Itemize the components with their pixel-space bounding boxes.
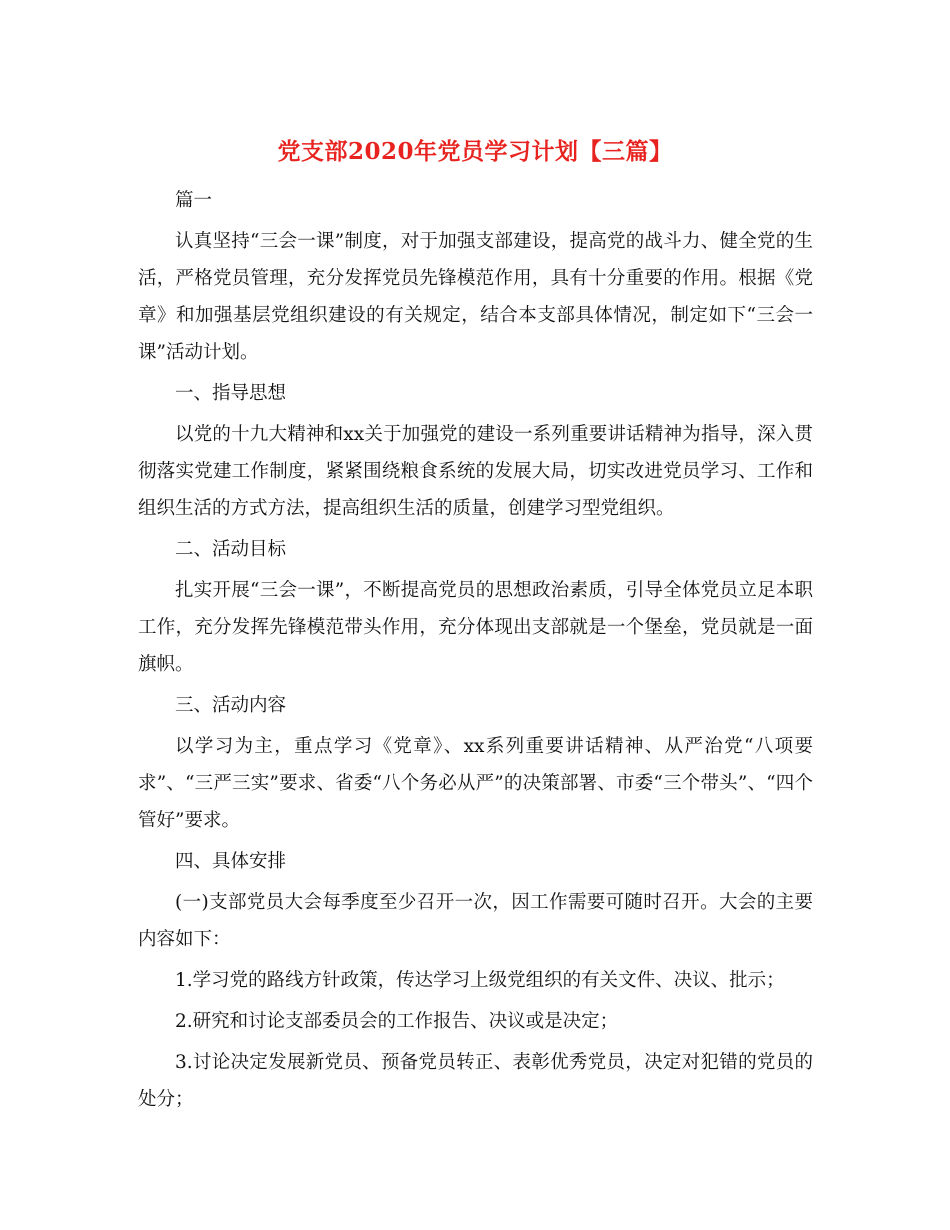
intro-paragraph: 认真坚持“三会一课”制度，对于加强支部建设，提高党的战斗力、健全党的生活，严格党员管理，充分发挥党员先锋模范作用，具有十分重要的作用。根据《党章》和加强基层党组织建设的有关规定，结合本支部具体情况，制定如下“三会一课”活动计划。 [138, 231, 813, 363]
document-body [138, 182, 813, 1118]
heading-activity-content: 三、活动内容 [175, 695, 287, 716]
arrangement-paragraph: (一)支部党员大会每季度至少召开一次，因工作需要可随时召开。大会的主要内容如下： [138, 892, 813, 950]
list-item: 2.研究和讨论支部委员会的工作报告、决议或是决定； [175, 1011, 619, 1032]
heading-specific-arrangements: 四、具体安排 [175, 851, 287, 872]
guiding-ideology-paragraph: 以党的十九大精神和xx关于加强党的建设一系列重要讲话精神为指导，深入贯彻落实党建工作制度，紧紧围绕粮食系统的发展大局，切实改进党员学习、工作和组织生活的方式方法，提高组织生活的质量，创建学习型党组织。 [138, 424, 813, 519]
document-title: 党支部2020年党员学习计划【三篇】 [277, 138, 673, 165]
list-item: 3.讨论决定发展新党员、预备党员转正、表彰优秀党员，决定对犯错的党员的处分； [138, 1052, 813, 1110]
heading-guiding-ideology: 一、指导思想 [175, 383, 287, 404]
activity-content-paragraph: 以学习为主，重点学习《党章》、xx系列重要讲话精神、从严治党“八项要求”、“三严三实”要求、省委“八个务必从严”的决策部署、市委“三个带头”、“四个管好”要求。 [138, 736, 813, 831]
section-label: 篇一 [175, 190, 213, 211]
activity-goals-paragraph: 扎实开展“三会一课”，不断提高党员的思想政治素质，引导全体党员立足本职工作，充分发挥先锋模范带头作用，充分体现出支部就是一个堡垒，党员就是一面旗帜。 [138, 580, 813, 675]
heading-activity-goals: 二、活动目标 [175, 539, 287, 560]
list-item: 1.学习党的路线方针政策，传达学习上级党组织的有关文件、决议、批示； [175, 970, 785, 991]
